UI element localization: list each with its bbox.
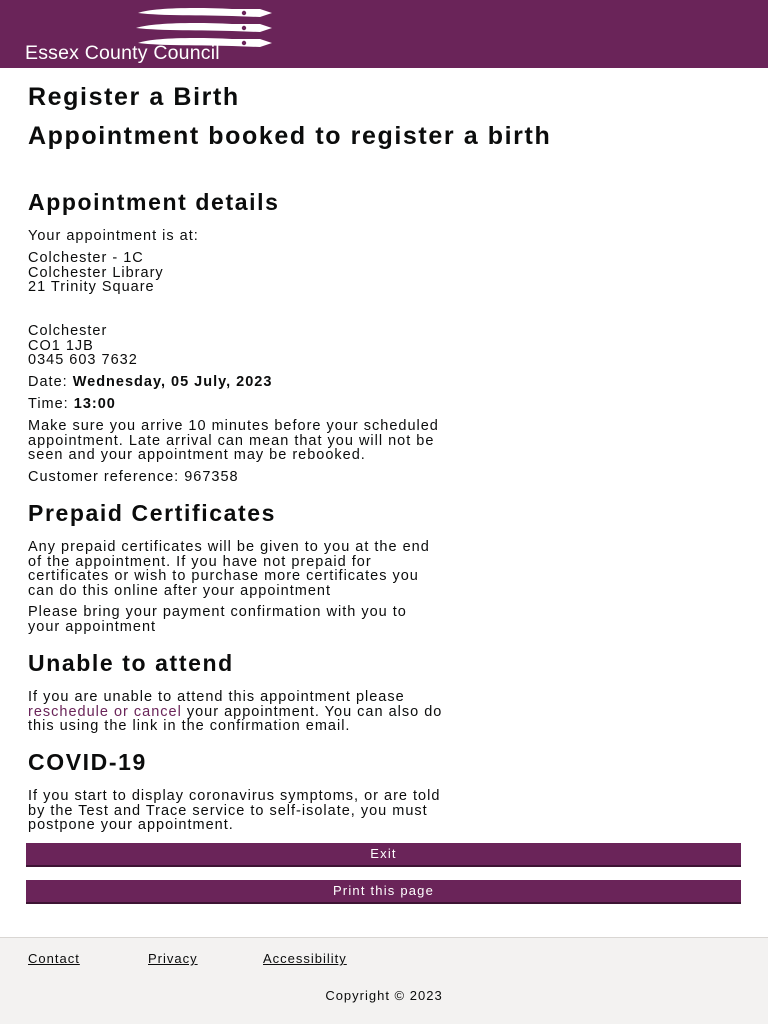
location-line: 21 Trinity Square: [28, 279, 155, 296]
payment-line: Please bring your payment confirmation with you to: [28, 604, 407, 620]
arrival-note-line: Make sure you arrive 10 minutes before your scheduled: [28, 418, 439, 434]
prepaid-certificates-heading: Prepaid Certificates: [28, 500, 277, 526]
address-block: [28, 324, 138, 368]
appointment-time: [28, 397, 740, 412]
prepaid-line: certificates or wish to purchase more certificates you: [28, 568, 419, 585]
customer-reference: Customer reference: 967358: [28, 469, 239, 485]
address-line: Colchester: [28, 323, 108, 339]
confirmation-heading: Appointment booked to register a birth: [28, 122, 552, 150]
time-value: 13:00: [73, 396, 116, 412]
phone-number: 0345 603 7632: [28, 352, 138, 369]
address-line: CO1 1JB: [28, 337, 94, 354]
arrival-note-line: seen and your appointment may be rebooked.: [28, 447, 366, 464]
covid-line: postpone your appointment.: [28, 817, 234, 834]
essex-county-council-logo[interactable]: [24, 2, 394, 66]
copyright: Copyright © 2023: [325, 988, 443, 1003]
unable-line: this using the link in the confirmation email.: [28, 718, 351, 735]
appointment-intro: Your appointment is at:: [28, 228, 199, 244]
payment-line: your appointment: [28, 618, 157, 635]
print-page-button[interactable]: Print this page: [26, 880, 741, 904]
appointment-details-heading: Appointment details: [28, 189, 280, 215]
covid-line: If you start to display coronavirus symptoms, or are told: [28, 788, 441, 804]
location-line: Colchester - 1C: [28, 250, 144, 266]
site-footer: [0, 937, 768, 1024]
date-value: Wednesday, 05 July, 2023: [72, 374, 273, 390]
prepaid-line: Any prepaid certificates will be given to you at the end: [28, 539, 430, 555]
unable-paragraph: [28, 690, 442, 734]
location-line: Colchester Library: [28, 264, 164, 281]
date-label: Date:: [28, 374, 68, 390]
unable-line-with-link: [28, 705, 442, 720]
covid-paragraph: [28, 789, 440, 833]
arrival-note-line: appointment. Late arrival can mean that you will not be: [28, 432, 435, 449]
prepaid-line: of the appointment. If you have not prepaid for: [28, 553, 372, 570]
covid-heading: COVID-19: [28, 749, 147, 775]
site-header: [0, 0, 768, 68]
prepaid-line: can do this online after your appointment: [28, 582, 331, 599]
appointment-date: [28, 375, 740, 390]
page-title: Register a Birth: [28, 83, 240, 111]
exit-button[interactable]: Exit: [26, 843, 741, 867]
footer-link-accessibility[interactable]: Accessibility: [263, 951, 347, 966]
prepaid-paragraph: [28, 540, 430, 598]
logo-text: Essex County Council: [25, 42, 220, 64]
unable-line-text: your appointment. You can also do: [181, 703, 443, 720]
footer-link-privacy[interactable]: Privacy: [148, 951, 198, 966]
unable-line: If you are unable to attend this appointment please: [28, 689, 405, 705]
footer-link-contact[interactable]: Contact: [28, 951, 80, 966]
payment-confirmation-paragraph: [28, 605, 407, 634]
reschedule-or-cancel-link[interactable]: reschedule or cancel: [28, 703, 182, 720]
time-label: Time:: [28, 396, 69, 412]
arrival-note: [28, 419, 439, 463]
unable-to-attend-heading: Unable to attend: [28, 650, 234, 676]
covid-line: by the Test and Trace service to self-isolate, you must: [28, 802, 428, 819]
location-block: [28, 251, 164, 295]
